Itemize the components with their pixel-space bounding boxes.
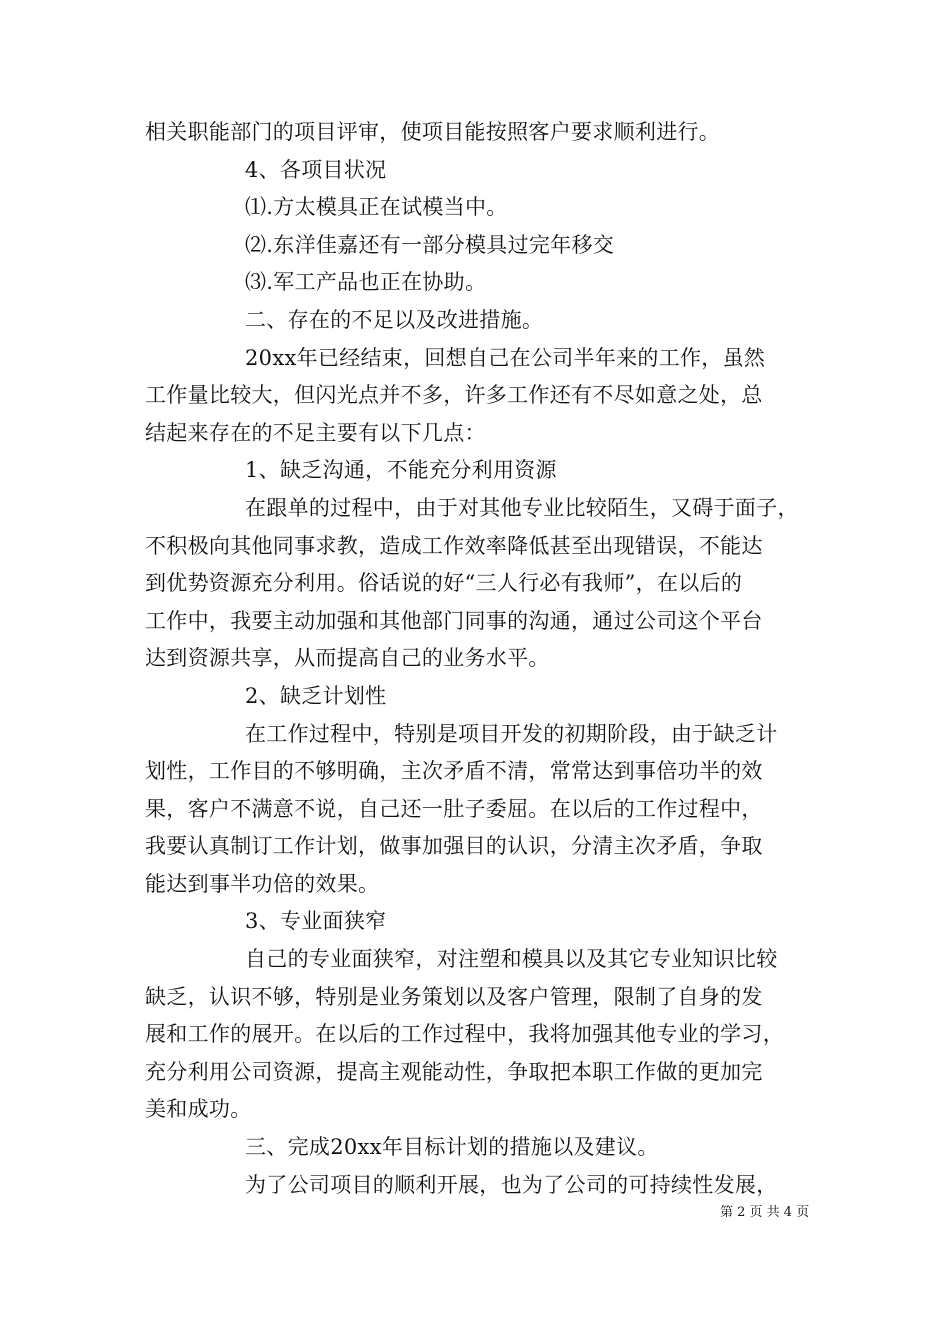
text-line: 2、缺乏计划性 [245,683,387,708]
text-line: 划性，工作目的不够明确，主次矛盾不清，常常达到事倍功半的效 [145,759,763,784]
text-line: 为了公司项目的顺利开展，也为了公司的可持续性发展， [245,1172,778,1197]
text-line: ⑵.东洋佳嘉还有一部分模具过完年移交 [245,232,615,257]
text-line: 结起来存在的不足主要有以下几点： [145,420,486,445]
text-line: 工作量比较大，但闪光点并不多，许多工作还有不尽如意之处，总 [145,383,763,408]
text-line: 展和工作的展开。在以后的工作过程中，我将加强其他专业的学习， [145,1022,784,1047]
text-line: 缺乏，认识不够，特别是业务策划以及客户管理，限制了自身的发 [145,984,763,1009]
text-line: ⑴.方太模具正在试模当中。 [245,195,508,220]
text-line: 不积极向其他同事求教，造成工作效率降低甚至出现错误，不能达 [145,533,763,558]
text-line: 20xx年已经结束，回想自己在公司半年来的工作，虽然 [245,345,766,370]
text-line: 1、缺乏沟通，不能充分利用资源 [245,458,557,483]
text-line: 能达到事半功倍的效果。 [145,871,380,896]
text-line: 在工作过程中，特别是项目开发的初期阶段，由于缺乏计 [245,721,778,746]
text-line: 自己的专业面狭窄，对注塑和模具以及其它专业知识比较 [245,947,778,972]
text-line: 相关职能部门的项目评审，使项目能按照客户要求顺利进行。 [145,120,721,144]
text-line: 达到资源共享，从而提高自己的业务水平。 [145,646,550,671]
text-line: ⑶.军工产品也正在协助。 [245,270,487,295]
text-line: 美和成功。 [145,1097,252,1122]
text-line: 充分利用公司资源，提高主观能动性，争取把本职工作做的更加完 [145,1059,763,1084]
text-line: 果，客户不满意不说，自己还一肚子委屈。在以后的工作过程中， [145,796,763,821]
text-line: 4、各项目状况 [245,157,387,182]
text-line: 3、专业面狭窄 [245,909,387,934]
text-line: 二、存在的不足以及改进措施。 [245,307,544,332]
document-body [145,114,810,1204]
text-line: 三、完成20xx年目标计划的措施以及建议。 [245,1135,659,1160]
text-line: 工作中，我要主动加强和其他部门同事的沟通，通过公司这个平台 [145,608,763,633]
page-number: 第 2 页 共 4 页 [720,1205,810,1220]
text-line: 在跟单的过程中，由于对其他专业比较陌生，又碍于面子， [245,495,799,520]
text-line: 到优势资源充分利用。俗话说的好“三人行必有我师”，在以后的 [145,571,743,596]
text-line: 我要认真制订工作计划，做事加强目的认识，分清主次矛盾，争取 [145,834,763,859]
